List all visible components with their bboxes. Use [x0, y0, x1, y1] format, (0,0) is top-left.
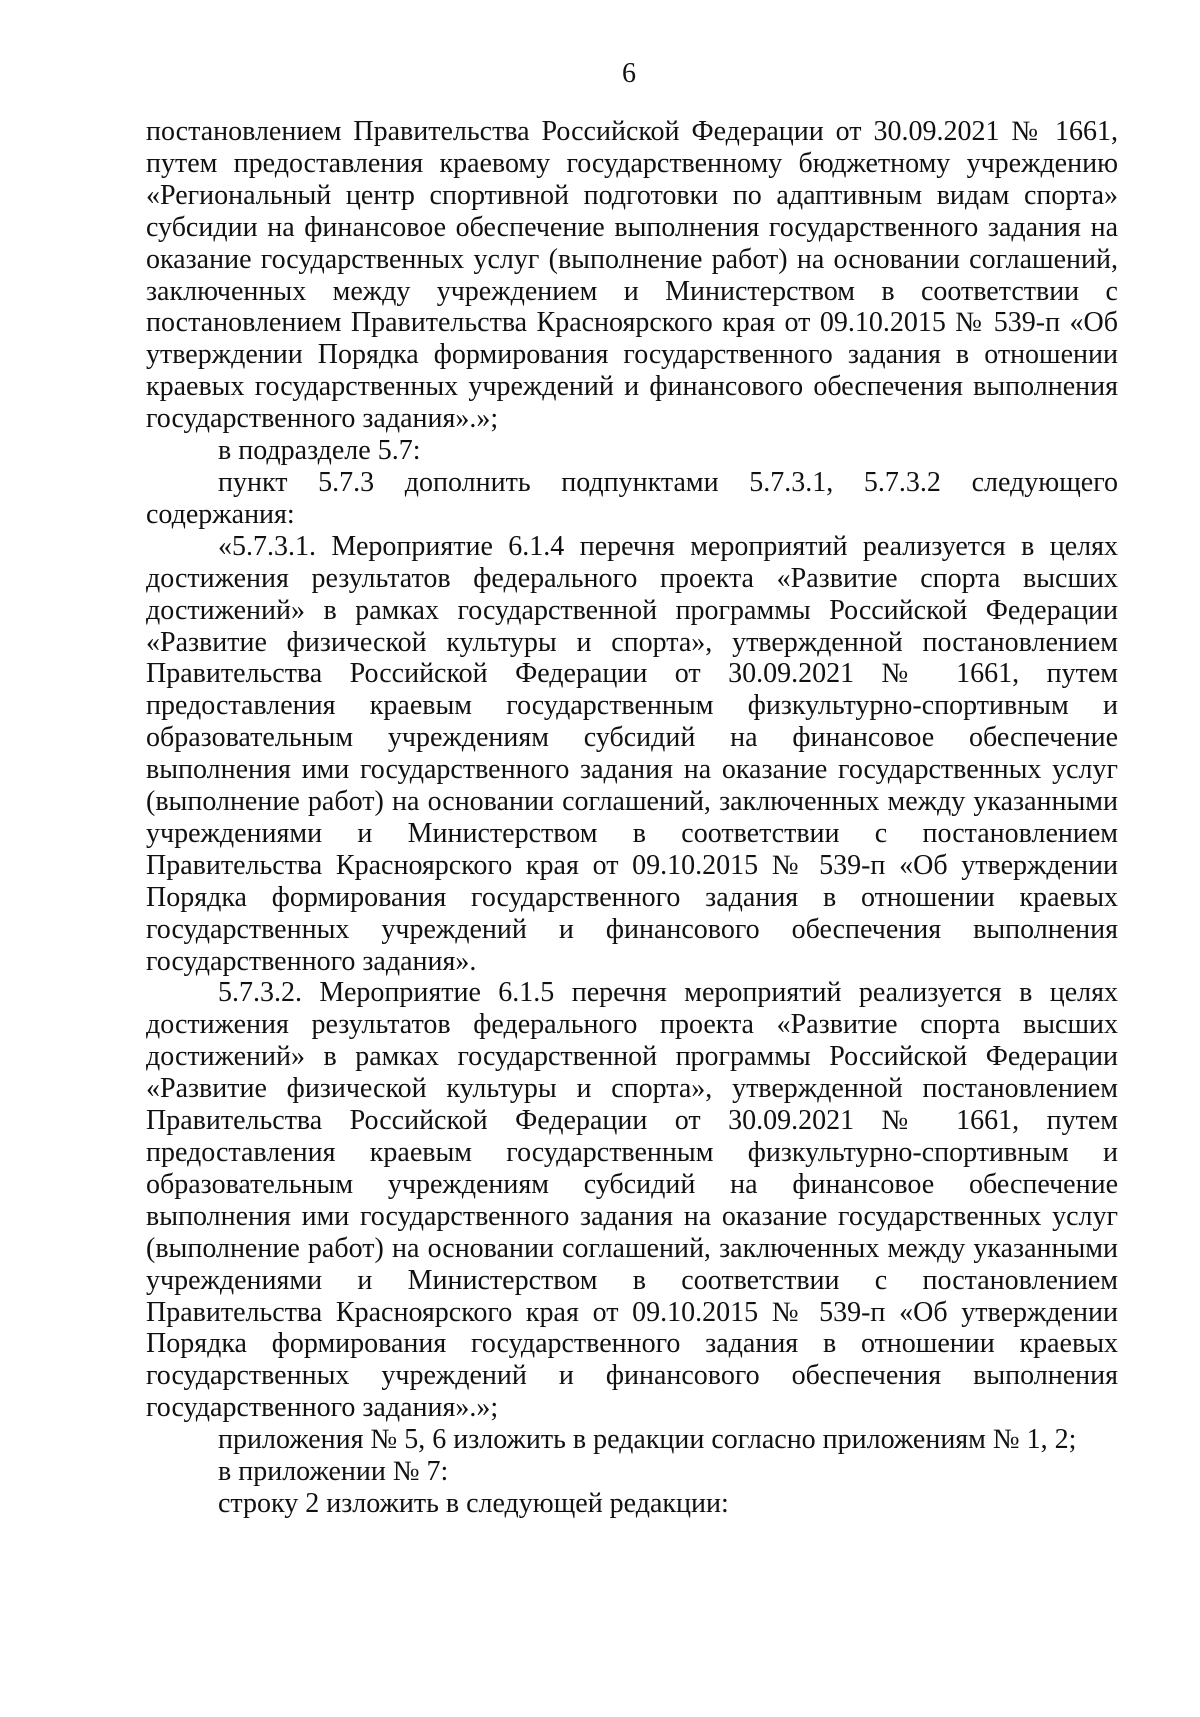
paragraph-subsection-5-7: в подразделе 5.7:	[218, 435, 421, 467]
paragraph-appendices-5-6: приложения № 5, 6 изложить в редакции согласно приложениям № 1, 2;	[218, 1424, 1077, 1456]
paragraph-appendix-7: в приложении № 7:	[218, 1456, 449, 1488]
paragraph-5-7-3-2: 5.7.3.2. Мероприятие 6.1.5 перечня мероприятий реализуется в целях достижения результатов федерального проекта «Развитие спорта высших достижений» в рамках государственной программы Российской Федерации «Развитие физической культуры и спорта», утвержденной постановлением Правительства Российской Федерации от 30.09.2021 № 1661, путем предоставления краевым государственным физкультурно-спортивным и образовательным учреждениям субсидий на финансовое обеспечение выполнения ими государственного задания на оказание государственных услуг (выполнение работ) на основании соглашений, заключенных между указанными учреждениями и Министерством в соответствии с постановлением Правительства Красноярского края от 09.10.2015 № 539-п «Об утверждении Порядка формирования государственного задания в отношении краевых государственных учреждений и финансового обеспечения выполнения государственного задания».»;	[146, 977, 1118, 1424]
page-number: 6	[622, 58, 636, 89]
paragraph-line-2: строку 2 изложить в следующей редакции:	[218, 1487, 729, 1519]
paragraph-item-5-7-3: пункт 5.7.3 дополнить подпунктами 5.7.3.1, 5.7.3.2 следующего содержания:	[146, 466, 1118, 530]
paragraph-5-7-3-1: «5.7.3.1. Мероприятие 6.1.4 перечня мероприятий реализуется в целях достижения результатов федерального проекта «Развитие спорта высших достижений» в рамках государственной программы Российской Федерации «Развитие физической культуры и спорта», утвержденной постановлением Правительства Российской Федерации от 30.09.2021 № 1661, путем предоставления краевым государственным физкультурно-спортивным и образовательным учреждениям субсидий на финансовое обеспечение выполнения ими государственного задания на оказание государственных услуг (выполнение работ) на основании соглашений, заключенных между указанными учреждениями и Министерством в соответствии с постановлением Правительства Красноярского края от 09.10.2015 № 539-п «Об утверждении Порядка формирования государственного задания в отношении краевых государственных учреждений и финансового обеспечения выполнения государственного задания».	[146, 530, 1118, 977]
document-body	[146, 116, 1118, 1520]
paragraph-continuation: постановлением Правительства Российской Федерации от 30.09.2021 № 1661, путем предоставления краевому государственному бюджетному учреждению «Региональный центр спортивной подготовки по адаптивным видам спорта» субсидии на финансовое обеспечение выполнения государственного задания на оказание государственных услуг (выполнение работ) на основании соглашений, заключенных между учреждением и Министерством в соответствии с постановлением Правительства Красноярского края от 09.10.2015 № 539-п «Об утверждении Порядка формирования государственного задания в отношении краевых государственных учреждений и финансового обеспечения выполнения государственного задания».»;	[146, 116, 1118, 435]
